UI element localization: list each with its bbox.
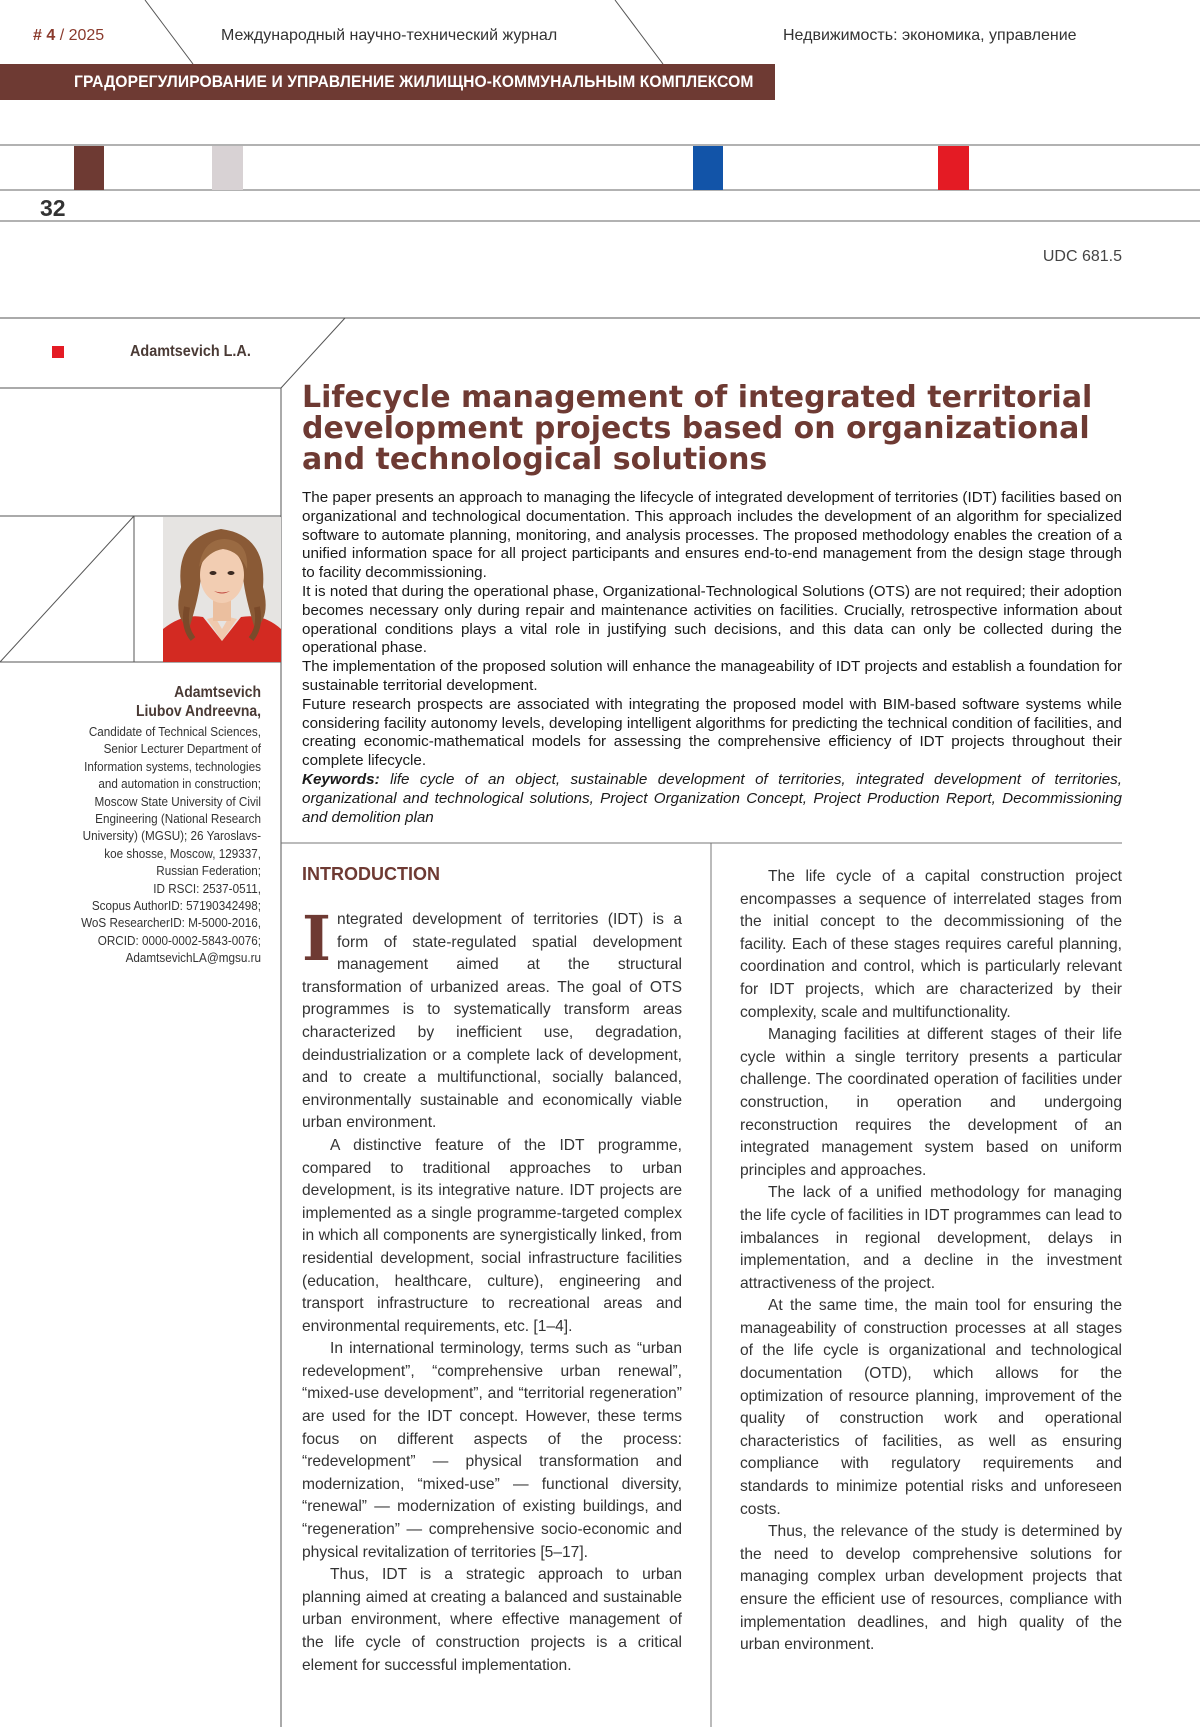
keywords xyxy=(302,771,1122,827)
abstract-paragraph: The paper presents an approach to managing the lifecycle of integrated development of territories (IDT) facilities based on organizational and technological documentation. This approach includes the development of an algorithm for specialized software to automate planning, monitoring, and analysis processes. The proposed methodology enables the creation of a unified information space for all project participants and ensures end-to-end management from the design stage through to facility decommissioning. xyxy=(302,489,1122,582)
body-paragraph: Thus, the relevance of the study is determined by the need to develop comprehensive solutions for managing complex urban development projects that ensure the efficient use of resources, compliance with implementation deadlines, and high quality of the urban environment. xyxy=(740,1523,1122,1654)
bio-line: WoS ResearcherID: M-5000-2016, xyxy=(81,915,262,931)
abstract-paragraph: Future research prospects are associated with integrating the proposed model with BIM-based software systems while considering facility autonomy levels, developing intelligent algorithms for predicting the technical condition of facilities, and creating economic-mathematical models for assessing the comprehensive efficiency of IDT projects throughout their complete lifecycle. xyxy=(302,695,1122,770)
drop-cap: I xyxy=(302,902,332,975)
section-heading-introduction: INTRODUCTION xyxy=(302,864,440,884)
body-paragraph: Managing facilities at different stages of their life cycle within a single territory presents a particular challenge. The coordinated operation of facilities under construction, in operation and undergoing reconstruction requires the development of an integrated management system based on uniform principles and approaches. xyxy=(740,1026,1122,1179)
header-diagonal-left xyxy=(145,0,193,64)
body-paragraph-text: ntegrated development of territories (IDT) is a form of state-regulated spatial development management aimed at the structural transformation of urbanized areas. The goal of OTS programmes is to systematically transform areas characterized by inefficient use, degradation, deindustrialization or a complete lack of development, and to create a multifunctional, socially balanced, environmentally sustainable and economically viable urban environment. xyxy=(302,911,682,1132)
author-surname: Adamtsevich xyxy=(174,684,261,701)
section-title: ГРАДОРЕГУЛИРОВАНИЕ И УПРАВЛЕНИЕ ЖИЛИЩНО-КОММУНАЛЬНЫМ КОМПЛЕКСОМ xyxy=(74,72,754,91)
author-full-name xyxy=(62,683,261,721)
bio-line: ID RSCI: 2537-0511, xyxy=(153,880,261,896)
udc-code: UDC 681.5 xyxy=(1042,248,1122,265)
strip-square-brown xyxy=(74,146,104,190)
body-paragraph: The life cycle of a capital construction project encompasses a sequence of interrelated stages from the initial concept to the decommissioning of the facility. Each of these stages requires careful planning, coordination and control, which is particularly relevant for IDT projects, which are characterized by their complexity, scale and multifunctionality. xyxy=(740,868,1122,1021)
body-paragraph: Thus, IDT is a strategic approach to urban planning aimed at creating a balanced and sustainable urban environment, where effective management of the life cycle of construction projects is a critical element for successful implementation. xyxy=(302,1566,682,1674)
body-paragraph: The lack of a unified methodology for managing the life cycle of facilities in IDT programmes can lead to imbalances in regional development, delays in implementation, and a decline in the investment attractiveness of the project. xyxy=(740,1184,1122,1292)
strip-square-blue xyxy=(693,146,723,190)
bio-line: Russian Federation; xyxy=(156,863,261,879)
header-diagonal-right xyxy=(615,0,663,64)
bio-line: and automation in construction; xyxy=(98,776,261,792)
body-paragraph: In international terminology, terms such as “urban redevelopment”, “comprehensive urban renewal”, “mixed-use development”, and “territorial regeneration” are used for the IDT concept. However, these terms focus on different aspects of the process: “redevelopment” — physical transformation and modernization, “mixed-use” — functional diversity, “renewal” — modernization of existing buildings, and “regeneration” — comprehensive socio-economic and physical revitalization of territories [5–17]. xyxy=(302,1340,682,1561)
body-paragraph: A distinctive feature of the IDT programme, compared to traditional approaches to urban development, is its integrative nature. IDT projects are implemented as a single programme-targeted complex in which all components are synergistically linked, from residential development, social infrastructure facilities (education, healthcare, culture), engineering and transport infrastructure to recreational areas and environmental requirements, etc. [1–4]. xyxy=(302,1136,682,1335)
body-column-left xyxy=(302,902,682,1677)
author-short-name: Adamtsevich L.A. xyxy=(130,343,251,360)
author-bio xyxy=(62,683,261,967)
strip-square-gray xyxy=(212,146,243,190)
bio-line: Senior Lecturer Department of xyxy=(103,741,261,757)
page-number: 32 xyxy=(40,195,66,221)
author-given-names: Liubov Andreevna, xyxy=(135,703,261,720)
journal-type: Международный научно-технический журнал xyxy=(221,27,558,44)
bio-line: Information systems, technologies xyxy=(84,758,261,774)
abstract-paragraph: It is noted that during the operational phase, Organizational-Technological Solutions (OTS) are not required; their adoption becomes necessary only during repair and maintenance activities on facilities. Crucially, retrospective information about operational conditions plays a vital role in justifying such decisions, and this data can only be collected during the operational phase. xyxy=(302,582,1122,657)
abstract-paragraph: The implementation of the proposed solution will enhance the manageability of IDT projects and establish a foundation for sustainable territorial development. xyxy=(302,658,1122,694)
bio-line: koe shosse, Moscow, 129337, xyxy=(104,845,261,861)
author-diagonal xyxy=(281,318,345,388)
body-paragraph: At the same time, the main tool for ensuring the manageability of construction processes at all stages of the life cycle is organizational and technological documentation (OTD), which allows for the optimization of resource planning, improvement of the quality of construction work and operational characteristics of facilities, as well as ensuring compliance with regulatory requirements and standards to minimize potential risks and unforeseen costs. xyxy=(740,1297,1122,1518)
bio-line: University) (MGSU); 26 Yaroslavs- xyxy=(82,828,261,844)
bio-line: Moscow State University of Civil xyxy=(94,793,261,809)
author-marker-icon xyxy=(52,346,64,358)
author-email[interactable]: AdamtsevichLA@mgsu.ru xyxy=(125,950,261,966)
author-portrait-illustration xyxy=(163,517,281,662)
body-column-right xyxy=(740,866,1122,1657)
issue-label xyxy=(33,27,104,45)
issue-year: / 2025 xyxy=(59,27,105,44)
bio-line: Engineering (National Research xyxy=(95,811,261,827)
article-title: Lifecycle management of integrated territorial development projects based on organizational and technological solutions xyxy=(302,380,1093,477)
strip-square-red xyxy=(938,146,969,190)
abstract xyxy=(302,489,1122,827)
bio-line: Candidate of Technical Sciences, xyxy=(88,724,261,739)
bio-line: Scopus AuthorID: 57190342498; xyxy=(91,898,261,914)
keywords-list: life cycle of an object, sustainable development of territories, integrated development of territories, organizational and technological solutions, Project Organization Concept, Project Production Report, Decommissioning and demolition plan xyxy=(302,770,1122,826)
body-paragraph xyxy=(302,902,682,1135)
issue-number: # 4 xyxy=(33,27,56,44)
photo-diagonal xyxy=(0,516,134,662)
keywords-label: Keywords: xyxy=(302,770,380,788)
bio-line: ORCID: 0000-0002-5843-0076; xyxy=(97,932,261,948)
journal-name: Недвижимость: экономика, управление xyxy=(783,27,1077,44)
author-photo xyxy=(163,517,281,662)
